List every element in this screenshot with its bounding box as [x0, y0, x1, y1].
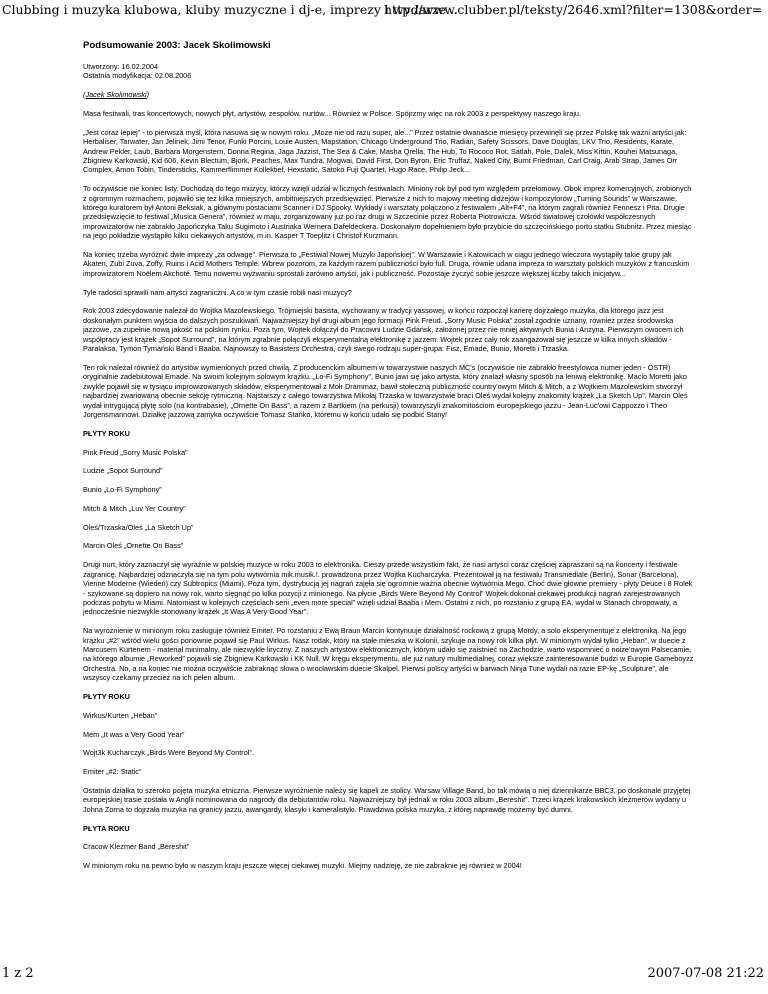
- paragraph: To oczywiście nie koniec listy. Dochodzą do tego muzycy, którzy wzięli udział w licznych festiwalach. Miniony rok był pod tym względem przełomowy. Obok imprez komercyjnych, zrobionych z ogromnym rozmachem, pojawiło się też kilka mniejszych, ambitniejszych przedsięwzięć. Pierwsze z nich to majowy meeting didżejów i kompozytorów „Turning Sounds” w Warszawie, którego kuratorem był Antoni Beksiak, a głównymi postaciami Scanner i DJ Spooky. Wykłady i warsztaty połączono z festiwalem „Alt+F4”, na którym zagrali również Fennesz i Pita. Drugie przedsięwzięcie to festiwal „Musica Genera”, również w maju, zorganizowany już po raz drugi w Szczecinie przez Roberta Piotrowicza. Wśród światowej czołówki współczesnych improwizatorów nie zabrakło Japończyka Taku Sugimoto i Austriaka Wernera Dafeldeckera. Doskonałym dopełnieniem było przybicie do szczecińskiego portu statku Stubnitz. Przez miesiąc na jego pokładzie wystąpiło kilku ciekawych artystów, m.in. Kasper T Toeplitz i Christof Kurzmann.: [83, 184, 692, 241]
- paragraph: „Jest coraz lepiej” - to pierwsza myśl, która nasuwa się w nowym roku. „Może nie od razu super, ale...” Przez ostatnie dwanaście miesięcy przewinęli się przez Polskę tak ważni artyści jak: Herbaliser, Tarwater, Jan Jelinek, Jimi Tenor, Funki Porcini, Louie Austen, Mapstation, Chicago Underground Trio, Radian, Safety Scissors, Dave Douglas, LKV Trio, Residents, Karate, Andrew Pekler, Laub, Barbara Morgenstern, Donna Regina, Jaga Jazzist, The Sea & Cake, Masha Qrella, The Hub, To Rococo Rot, Satlah, Pole, Dalek, Miss Kittin, Kouhei Matsunaga, Zbigniew Karkowski, Kid 606, Kevin Blectum, Bjork, Peaches, Max Tundra, Mogwai, David First, Don Byron, Eric Truffaz, Naked City, Burnt Friedman, Carl Craig, Arab Strap, James Orr Complex, Amon Tobin, Tindersticks, Kammerflimmer Kollektief, Hexstatic, Satoko Fuji Quartet, Hugo Race, Philip Jeck...: [83, 127, 687, 175]
- list-item: Pink Freud „Sorry Music Polska”: [83, 447, 188, 457]
- list-item: Cracow Klezmer Band „Bereshit”: [83, 842, 190, 852]
- author-link[interactable]: Jacek Skolimowski: [85, 90, 147, 100]
- paragraph: Tyle radości sprawili nam artyści zagraniczni. A co w tym czasie robili nasi muzycy?: [83, 287, 352, 297]
- article: [83, 40, 695, 880]
- page-number: 1 z 2: [2, 966, 34, 981]
- list-item: Oleś/Trzaska/Oleś „La Sketch Up”: [83, 522, 194, 532]
- paragraph: Na wyróżnienie w minionym roku zasługuje również Emiter. Po rozstaniu z Ewą Braun Marcin kontynuuje działalność rockową z grupą Mordy, a solo eksperymentuje z elektroniką. Na jego krążku „#2” wśród wielu gości ponownie pojawił się Paul Wirkus. Nasz rodak, który na stałe mieszka w Kolonii, szykuje na nowy rok kilka płyt. W minionym wydał tylko „Heban”, w duecie z Marcusem Kurtenem - materiał minimalny, ale niezwykle liryczny. Z naszych artystów elektronicznych, którym udało się zaistnieć na Zachodzie, warto wspomnieć o noize'owym Palsecamie, na którego albumie „Reworked” pojawili się Zbigniew Karkowski i KK Null. W kręgu eksperymentu, ale już natury multimedialnej, coraz większe zainteresowanie budzi w Europie Gameboyzz Orchestra. No, a na koniec nie można oczywiście zabraknąć słowa o wrocławskim duecie Skalpel. Pierwsi polscy artyści w barwach Ninja Tune wydali na razie EP-kę „Sculpture”, ale wszyscy czekamy przecież na ich pełen album.: [83, 626, 694, 683]
- page-url-header: http://www.clubber.pl/teksty/2646.xml?filter=1308&order=: [384, 2, 763, 17]
- paragraph: Na koniec trzeba wyróżnić dwie imprezy „za odwagę”. Pierwsza to „Festiwal Nowej Muzyki Japońskiej”. W Warszawie i Katowicach w ciągu jednego wieczora wystąpiły takie grupy jak Akaten, Zubi Zuva, Zoffy, Ruins i Acid Mothers Temple. Wbrew pozorom, za każdym razem publiczności było full. Druga, równie udana impreza to warsztaty polskich muzyków z francuskim improwizatorem Noëlem Akchoté. Temu nowemu wyzwaniu sprostali zarówno artyści, jak i publiczność. Pozostaje życzyć sobie jeszcze większej liczby takich inicjatyw...: [83, 250, 690, 278]
- list-item: Mitch & Mitch „Luv Yer Country”: [83, 503, 186, 513]
- page-title-header: Clubbing i muzyka klubowa, kluby muzyczne i dj-e, imprezy i wydarze...: [2, 2, 458, 17]
- section-heading: PŁYTA ROKU: [83, 823, 130, 833]
- paragraph: Ten rok należał również do artystów wymienionych przed chwilą. Z producenckim albumem w towarzystwie naszych MC's (oczywiście nie zabrakło freestylowca numer jeden - OSTR) oryginalnie zadebiutował Emade. Na swoim kolejnym solowym krążku, „Lo-Fi Symphony”, Bunio jawi się jako artysta, który znalazł własny sposób na leniwą elektronikę. Macio Moretti jako zwykle pojawił się w tysiącu improwizowanych składów, eksperymentował z Mołr Drammaz, bawił stołeczną publiczność country'owym Mitch & Mitch, a z Wojtkiem Mazolewskim stworzył najbardziej zwariowaną obecnie sekcję rytmiczną. Najstarszy z całego towarzystwa Mikołaj Trzaska w towarzystwie braci Oleś wydał kolejny znakomity krążek „La Sketch Up”. Marcin Oleś wydał intrygującą płytę solo (na kontrabasie), „Ornette On Bass”, a razem z Bartkiem (na perkusji) towarzyszyli znakomitościom europejskiego jazzu - Jean-Luc'owi Cappozzo i Theo Jorgensmannowi. Działkę jazzową zamyka oczywiście Tomasz Stańko, któremu w końcu udało się podbić Stany!: [83, 362, 688, 419]
- list-item: Bunio „Lo-Fi Symphony”: [83, 485, 162, 495]
- print-header: [0, 2, 768, 22]
- list-item: Mem „It was a Very Good Year”: [83, 729, 185, 739]
- created-date: Utworzony: 16.02.2004: [83, 62, 159, 71]
- paragraph: Rok 2003 zdecydowanie należał do Wojtka Mazolewskiego. Trójmiejski basista, wychowany w tradycji yassowej, w końcu rozpoczął karierę dojrzałego muzyka, dla którego jazz jest doskonałym punktem wyjścia do dalszych poszukiwań. Najważniejszy był drugi album jego formacji Pink Freud. „Sorry Music Polska” został zgodnie uznany, również przez środowiska jazzowe, za zupełnie nową jakość na polskim rynku. Poza tym, Wojtek dołączył do Pracowni Ludzie Gdańsk, założonej przez nie mniej aktywnych Bunia i Anzyna. Pierwszym owocem ich współpracy jest krążek „Sopot Surround”, na którym zgrabnie połączyli eksperymentalną elektronikę z jazzem. Wojtek przez cały rok zaangażował się jeszcze w kilka innych składów - Paralaksa, Tymon Tymański Band i Baaba. Najnowszy to Basisters Orchestra, czyli swego rodzaju super-grupa: Fisz, Emade, Bunio, Moretti i Trzaska.: [83, 306, 684, 354]
- section-heading: PŁYTY ROKU: [83, 428, 130, 438]
- print-footer: [0, 966, 768, 988]
- list-item: Ludzie „Sopot Surround”: [83, 466, 163, 476]
- paragraph: W minionym roku na pewno było w naszym kraju jeszcze więcej ciekawej muzyki. Miejmy nadzieję, że nie zabraknie jej również w 2004!: [83, 861, 522, 871]
- print-date: 2007-07-08 21:22: [647, 966, 764, 981]
- list-item: Wirkus/Kurten „Heban”: [83, 710, 158, 720]
- modified-date: Ostatnia modyfikacja: 02.08.2006: [83, 71, 192, 81]
- paragraph: Ostatnia działka to szeroko pojęta muzyka etniczna. Pierwsze wyróżnienie należy się kapeli ze stolicy. Warsaw Village Band, bo tak mówią o niej dziennikarze BBC3, po doskonale przyjętej europejskiej trasie została w Anglii nominowana do nagrody dla debiutantów roku. Najważniejszy był jednak w roku 2003 album „Bereshit”. Trzeci krążek krakowskich klezmerów wydany u Johna Zorna to dojrzała muzyka na granicy jazzu, awangardy, klasyki i kameralistyki. Prawdziwa polska muzyka, z której naprawdę możemy być dumni.: [83, 785, 691, 814]
- section-heading: PŁYTY ROKU: [83, 691, 130, 701]
- list-item: Marcin Oleś „Ornette On Bass”: [83, 541, 184, 551]
- list-item: Wojt3k Kucharczyk „Birds Were Beyond My Control”.: [83, 748, 254, 758]
- paragraph: Drugi nurt, który zaznaczył się wyraźnie w polskiej muzyce w roku 2003 to elektronika. Cieszy przede wszystkim fakt, że nasi artyści coraz częściej zapraszani są na koncerty i festiwale zagranicę. Najbardziej odznaczyła się na tym polu wytwórnia mik.musik.!. prowadzona przez Wojtka Kucharczyka. Prezentował ją na festiwalu Transmediale (Berlin), Sonar (Barcelona), Vienne Moderne (Wiedeń) czy Subtropics (Miami). Poza tym, dystrybucją jej nagrań zajęła się ogromnie ważna obecnie wytwórnia Mego. Choć dwie główne premiery - płyty Deuce i 8 Rolek - szykowane są dopiero na nowy rok, warto sięgnąć po kilka pozycji z minionego. Na płycie „Birds Were Beyond My Control” Wojtek dokonał ciekawej produkcji nagrań zarejestrowanych podczas pobytu w Miami. Natomiast w kolejnych częściach serii „even more special” wzięli udział Baaba i Mem. Ostatni z nich, po rozstaniu z grupą EA, wydał w Stanach chropowaty, a jednocześnie niezwykle stonowany krążek „It Was A Very Good Year”.: [83, 560, 693, 617]
- paragraph: Masa festiwali, tras koncertowych, nowych płyt, artystów, zespołów, nurtów... Również w Polsce. Spójrzmy więc na rok 2003 z perspektywy naszego kraju.: [83, 109, 582, 118]
- author-line: (Jacek Skolimowski): [83, 90, 150, 100]
- list-item: Emiter „#2: Static”: [83, 767, 142, 777]
- article-title: Podsumowanie 2003: Jacek Skolimowski: [83, 40, 271, 51]
